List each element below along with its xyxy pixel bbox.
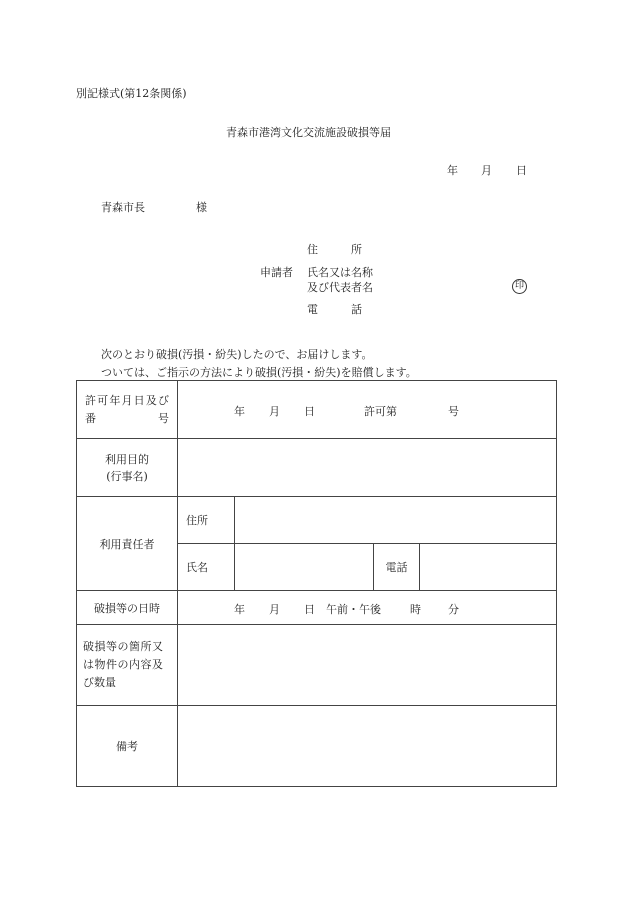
damage-report-table <box>76 380 557 787</box>
purpose-value-cell[interactable] <box>178 439 557 497</box>
permit-label-cell <box>77 381 178 439</box>
applicant-phone-label: 電 話 <box>307 303 362 316</box>
permit-label-line1: 許可年月日及び <box>85 393 169 407</box>
purpose-label-line1: 利用目的 <box>105 452 149 466</box>
purpose-label-cell <box>77 439 178 497</box>
date-month-label: 月 <box>481 164 492 177</box>
damage-date-value-cell[interactable] <box>178 591 557 625</box>
details-label-line3: び数量 <box>83 676 116 689</box>
permit-month: 月 <box>269 405 280 418</box>
responsible-address-value-cell[interactable] <box>235 497 557 544</box>
remarks-value-cell[interactable] <box>178 706 557 787</box>
applicant-address-label: 住 所 <box>307 243 362 256</box>
purpose-label-line2: (行事名) <box>106 469 148 483</box>
applicant-name-label-1: 氏名又は名称 <box>307 266 373 279</box>
body-text-line2: ついては、ご指示の方法により破損(汚損・紛失)を賠償します。 <box>101 366 417 379</box>
damage-day: 日 <box>304 603 315 616</box>
damage-date-label-cell <box>77 591 178 625</box>
permit-label-line2: 番 号 <box>85 411 169 425</box>
applicant-label: 申請者 <box>260 266 293 279</box>
details-row <box>77 625 557 706</box>
body-text-line1: 次のとおり破損(汚損・紛失)したので、お届けします。 <box>101 348 373 361</box>
form-reference: 別記様式(第12条関係) <box>76 87 187 100</box>
responsible-name-label-cell <box>178 544 235 591</box>
damage-year: 年 <box>234 603 245 616</box>
applicant-name-label-2: 及び代表者名 <box>307 281 373 294</box>
remarks-row <box>77 706 557 787</box>
responsible-name-value-cell[interactable] <box>235 544 374 591</box>
honorific: 様 <box>196 201 207 214</box>
responsible-phone-label: 電話 <box>385 561 408 574</box>
remarks-label: 備考 <box>116 740 138 753</box>
responsible-name-label: 氏名 <box>186 561 208 574</box>
addressee: 青森市長 <box>101 201 145 214</box>
permit-row <box>77 381 557 439</box>
permit-value-cell[interactable] <box>178 381 557 439</box>
form-title: 青森市港湾文化交流施設破損等届 <box>226 126 391 139</box>
permit-number-suffix: 号 <box>448 405 459 418</box>
damage-month: 月 <box>269 603 280 616</box>
details-label-line2: は物件の内容及 <box>83 658 164 671</box>
responsible-phone-label-cell <box>374 544 420 591</box>
responsible-label-cell <box>77 497 178 591</box>
details-label-cell <box>77 625 178 706</box>
damage-date-label: 破損等の日時 <box>94 601 160 615</box>
responsible-address-label: 住所 <box>186 514 208 527</box>
permit-day: 日 <box>304 405 315 418</box>
permit-year: 年 <box>234 405 245 418</box>
details-value-cell[interactable] <box>178 625 557 706</box>
damage-date-row <box>77 591 557 625</box>
seal-mark: 印 <box>512 279 527 294</box>
damage-hour: 時 <box>410 603 421 616</box>
date-year-label: 年 <box>447 164 458 177</box>
permit-number-prefix: 許可第 <box>364 405 397 418</box>
date-day-label: 日 <box>516 164 527 177</box>
responsible-address-row <box>77 497 557 544</box>
damage-minute: 分 <box>448 603 459 616</box>
responsible-address-label-cell <box>178 497 235 544</box>
details-label-line1: 破損等の箇所又 <box>83 640 164 653</box>
purpose-row <box>77 439 557 497</box>
damage-ampm: 午前・午後 <box>326 603 381 616</box>
remarks-label-cell <box>77 706 178 787</box>
responsible-label: 利用責任者 <box>99 537 155 551</box>
responsible-phone-value-cell[interactable] <box>420 544 557 591</box>
